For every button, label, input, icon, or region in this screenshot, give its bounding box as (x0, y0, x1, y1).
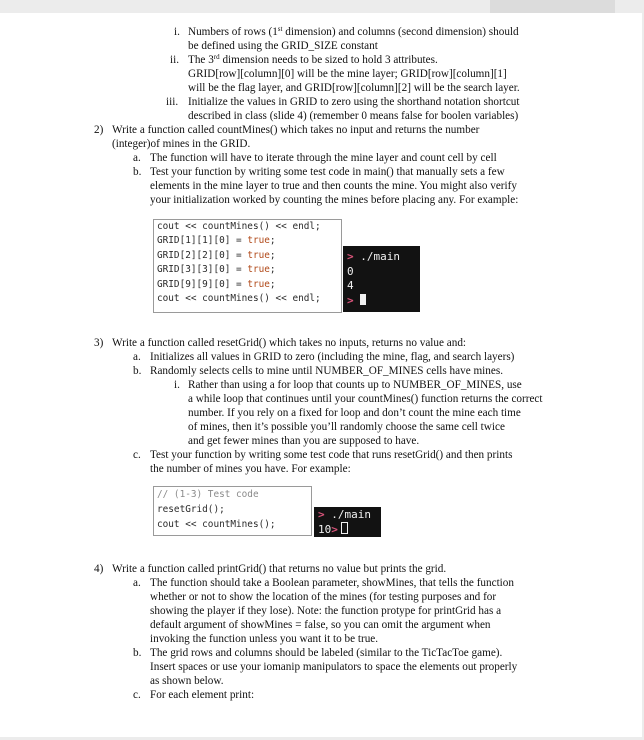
section-marker: 2) (94, 124, 104, 136)
terminal-output-line: 10> (318, 522, 348, 537)
terminal-cursor (360, 294, 366, 305)
text-line: showing the player if they lose). Note: the function protype for printGrid has a (150, 605, 502, 617)
text-line: Test your function by writing some test code in main() that manually sets a few (150, 166, 505, 178)
text-line: Write a function called countMines() which takes no input and returns the number (112, 124, 480, 136)
terminal-command-line: > ./main (347, 250, 400, 263)
text-line: be defined using the GRID_SIZE constant (188, 40, 378, 52)
code-snippet-count-mines (153, 219, 342, 313)
code-line: cout << countMines(); (157, 519, 276, 530)
text-line: your initialization worked by counting the mines before placing any. For example: (150, 194, 519, 206)
code-line: resetGrid(); (157, 504, 225, 515)
terminal-output-line: 4 (347, 279, 354, 292)
text-line: whether or not to show the location of the mines (for testing purposes and for (150, 591, 497, 603)
code-snippet-reset-grid (153, 486, 312, 536)
text-line: default argument of showMines = false, so you can omit the argument when (150, 619, 491, 631)
text-line: (integer)of mines in the GRID. (112, 138, 251, 150)
list-marker: c. (133, 449, 141, 461)
text-line: The grid rows and columns should be labeled (similar to the TicTacToe game). (150, 647, 503, 659)
code-line: cout << countMines() << endl; (157, 221, 321, 232)
list-marker: b. (133, 365, 142, 377)
text-line: Test your function by writing some test code that runs resetGrid() and then prints (150, 449, 513, 461)
text-line: GRID[row][column][0] will be the mine layer; GRID[row][column][1] (188, 68, 507, 80)
document-page (0, 13, 644, 737)
text-line: Insert spaces or use your iomanip manipulators to space the elements out properly (150, 661, 518, 673)
text-line: invoking the function unless you want it to be true. (150, 633, 379, 645)
list-marker: i. (174, 26, 180, 38)
section-marker: 3) (94, 337, 104, 349)
window-top-bar (0, 0, 644, 13)
text-line: For each element print: (150, 689, 255, 701)
top-tab-strip (490, 0, 615, 13)
list-marker: a. (133, 577, 141, 589)
terminal-command-line: > ./main (318, 508, 371, 521)
text-line: Rather than using a for loop that counts up to NUMBER_OF_MINES, use (188, 379, 522, 391)
text-line: of mines, then it’s possible you’ll randomly choose the same cell twice (188, 421, 505, 433)
list-marker: i. (174, 379, 180, 391)
section-marker: 4) (94, 563, 104, 575)
list-marker: ii. (170, 54, 180, 66)
text-line: The 3rd dimension needs to be sized to hold 3 attributes. (188, 53, 438, 66)
code-comment-line: // (1-3) Test code (157, 489, 259, 500)
terminal-output-1 (343, 246, 420, 312)
text-line: as shown below. (150, 675, 224, 687)
list-marker: a. (133, 152, 141, 164)
terminal-output-2 (314, 507, 381, 537)
text-line: Write a function called printGrid() that returns no value but prints the grid. (112, 563, 447, 575)
text-line: and get fewer mines than you are supposed to have. (188, 435, 420, 447)
text-line: described in class (slide 4) (remember 0 means false for boolen variables) (188, 110, 519, 122)
list-marker: a. (133, 351, 141, 363)
list-marker: b. (133, 166, 142, 178)
text-line: Numbers of rows (1st dimension) and columns (second dimension) should (188, 25, 519, 38)
code-line: GRID[3][3][0] = true; (157, 264, 276, 276)
text-line: will be the flag layer, and GRID[row][column][2] will be the search layer. (188, 82, 520, 94)
terminal-output-line: 0 (347, 265, 354, 278)
list-marker: iii. (166, 96, 179, 108)
text-line: elements in the mine layer to true and then counts the mine. You might also verify (150, 180, 517, 192)
text-line: Write a function called resetGrid() which takes no inputs, returns no value and: (112, 337, 467, 349)
code-line: GRID[1][1][0] = true; (157, 235, 276, 247)
text-line: The function should take a Boolean parameter, showMines, that tells the function (150, 577, 514, 589)
text-line: Randomly selects cells to mine until NUMBER_OF_MINES cells have mines. (150, 365, 503, 377)
terminal-prompt-line: > (347, 294, 366, 308)
text-line: the number of mines you have. For example: (150, 463, 351, 475)
list-marker: c. (133, 689, 141, 701)
code-line: cout << countMines() << endl; (157, 293, 321, 304)
terminal-cursor (341, 522, 348, 534)
list-marker: b. (133, 647, 142, 659)
text-line: a while loop that continues until your countMines() function returns the correct (188, 393, 543, 405)
text-line: number. If you rely on a fixed for loop and don’t count the mine each time (188, 407, 521, 419)
text-line: Initializes all values in GRID to zero (including the mine, flag, and search layers) (150, 351, 515, 363)
code-line: GRID[2][2][0] = true; (157, 249, 276, 261)
code-line: GRID[9][9][0] = true; (157, 278, 276, 290)
text-line: Initialize the values in GRID to zero using the shorthand notation shortcut (188, 96, 520, 108)
text-line: The function will have to iterate through the mine layer and count cell by cell (150, 152, 497, 164)
